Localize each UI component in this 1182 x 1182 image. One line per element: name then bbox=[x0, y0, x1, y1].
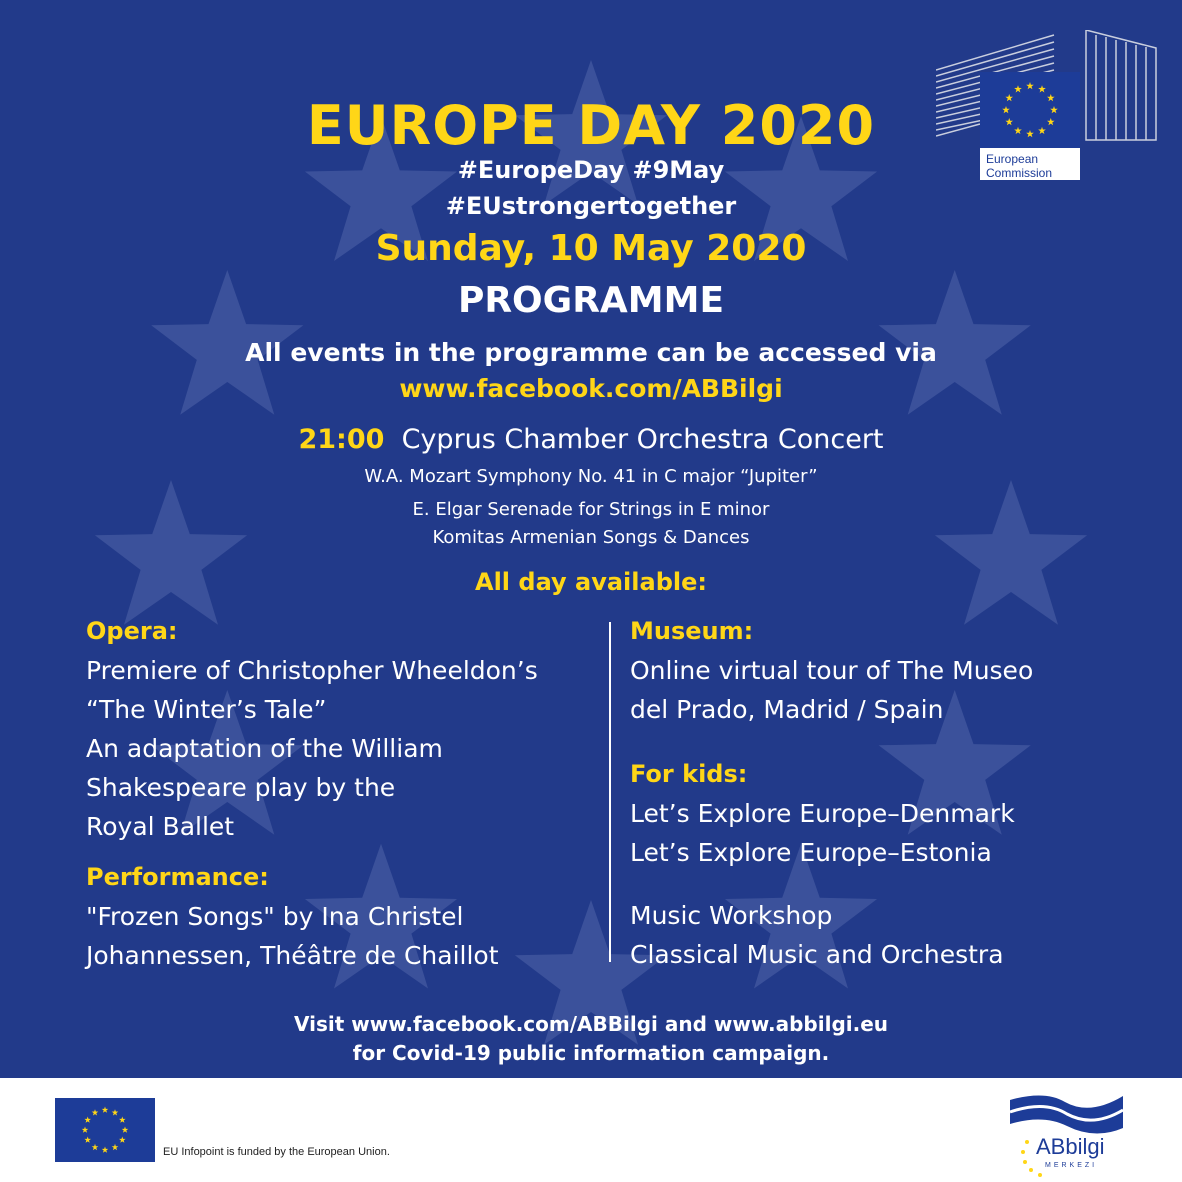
flag-star bbox=[122, 1127, 129, 1133]
access-text: All events in the programme can be accessed via bbox=[245, 338, 937, 367]
flag-star bbox=[82, 1127, 89, 1133]
flag-star bbox=[1014, 85, 1022, 92]
abbilgi-subtitle: MERKEZI bbox=[1045, 1162, 1098, 1169]
visit-line-2: for Covid-19 public information campaign. bbox=[352, 1041, 830, 1065]
abbilgi-wordmark: ABbilgi bbox=[1036, 1134, 1105, 1159]
opera-line: Royal Ballet bbox=[86, 812, 235, 841]
opera-line: Shakespeare play by the bbox=[86, 773, 396, 802]
kids-line: Let’s Explore Europe–Denmark bbox=[630, 799, 1015, 828]
museum-line: del Prado, Madrid / Spain bbox=[630, 695, 944, 724]
concert-piece: Komitas Armenian Songs & Dances bbox=[432, 527, 750, 548]
all-day-heading: All day available: bbox=[475, 568, 707, 596]
flag-star bbox=[102, 1107, 109, 1113]
performance-line: "Frozen Songs" by Ina Christel bbox=[86, 902, 464, 931]
eu-flag-icon bbox=[55, 1098, 155, 1162]
page-title: EUROPE DAY 2020 bbox=[306, 94, 876, 157]
opera-line: Premiere of Christopher Wheeldon’s bbox=[86, 656, 538, 685]
flag-star bbox=[1038, 85, 1046, 92]
column-divider bbox=[609, 622, 611, 962]
workshop-line: Music Workshop bbox=[630, 901, 833, 930]
visit-line-1: Visit www.facebook.com/ABBilgi and www.abbilgi.eu bbox=[293, 1012, 889, 1036]
opera-line: An adaptation of the William bbox=[86, 734, 443, 763]
opera-heading: Opera: bbox=[86, 617, 178, 645]
flag-star bbox=[1026, 82, 1034, 89]
performance-line: Johannessen, Théâtre de Chaillot bbox=[86, 941, 499, 970]
facebook-link[interactable]: www.facebook.com/ABBilgi bbox=[399, 374, 783, 403]
ec-text-line1: European bbox=[986, 152, 1039, 166]
museum-heading: Museum: bbox=[630, 617, 754, 645]
ec-text-line2: Commission bbox=[986, 166, 1053, 180]
hashtags-line-2: #EUstrongertogether bbox=[445, 192, 737, 220]
concert-piece: W.A. Mozart Symphony No. 41 in C major “Jupiter” bbox=[364, 466, 818, 487]
concert-time: 21:00 bbox=[298, 424, 385, 455]
flag-star bbox=[92, 1109, 99, 1115]
concert-line bbox=[0, 424, 1182, 455]
kids-heading: For kids: bbox=[630, 760, 748, 788]
flag-star bbox=[84, 1137, 91, 1143]
opera-line: “The Winter’s Tale” bbox=[86, 695, 327, 724]
flag-star bbox=[102, 1147, 109, 1153]
funding-text: EU Infopoint is funded by the European Union. bbox=[163, 1146, 390, 1158]
concert-piece: E. Elgar Serenade for Strings in E minor bbox=[412, 499, 770, 520]
event-date: Sunday, 10 May 2020 bbox=[375, 228, 807, 269]
left-column bbox=[86, 612, 606, 975]
concert-title: Cyprus Chamber Orchestra Concert bbox=[401, 424, 884, 455]
right-column bbox=[630, 612, 1150, 974]
museum-line: Online virtual tour of The Museo bbox=[630, 656, 1034, 685]
programme-heading: PROGRAMME bbox=[457, 280, 725, 321]
kids-line: Let’s Explore Europe–Estonia bbox=[630, 838, 992, 867]
footer bbox=[0, 1078, 1182, 1182]
workshop-line: Classical Music and Orchestra bbox=[630, 940, 1004, 969]
flag-star bbox=[92, 1144, 99, 1150]
flag-star bbox=[84, 1117, 91, 1123]
hashtags-line-1: #EuropeDay #9May bbox=[457, 156, 725, 184]
flag-star bbox=[112, 1109, 119, 1115]
flag-star bbox=[112, 1144, 119, 1150]
performance-heading: Performance: bbox=[86, 863, 269, 891]
flag-star bbox=[119, 1137, 126, 1143]
flag-star bbox=[119, 1117, 126, 1123]
